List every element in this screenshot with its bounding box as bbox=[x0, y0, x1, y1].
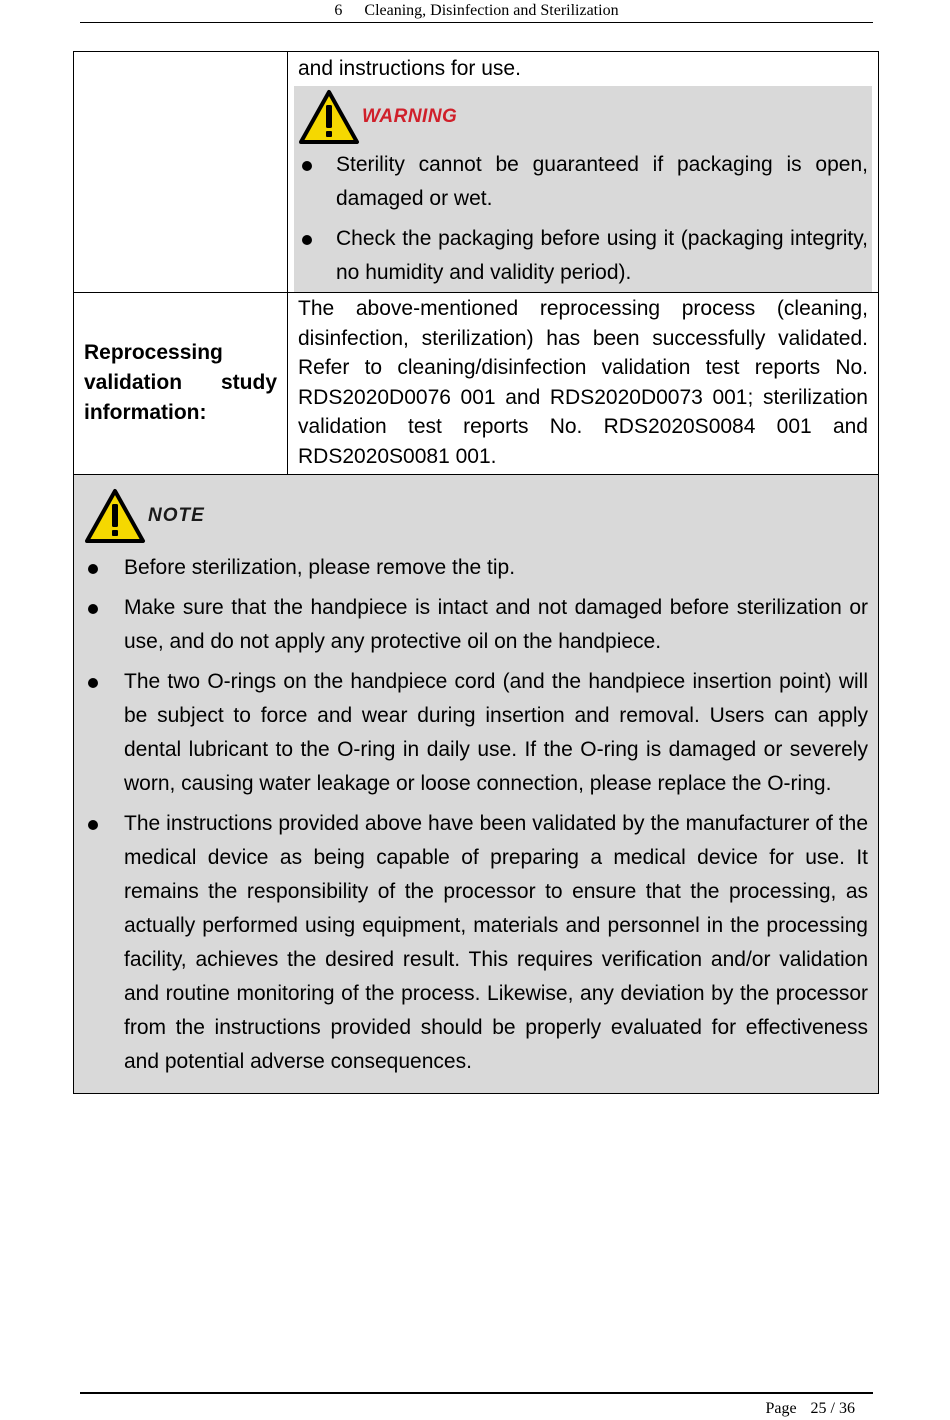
page-header bbox=[80, 0, 873, 23]
warning-list bbox=[298, 148, 868, 290]
page-number: 25 / 36 bbox=[810, 1400, 855, 1417]
section-number: 6 bbox=[334, 2, 343, 19]
note-list bbox=[84, 551, 868, 1079]
list-item: Sterility cannot be guaranteed if packaging is open, damaged or wet. bbox=[298, 148, 868, 216]
table-row bbox=[74, 52, 879, 293]
table-row bbox=[74, 293, 879, 475]
validation-text: The above-mentioned reprocessing process (cleaning, disinfection, sterilization) has been successfully validated. Refer to cleaning/disinfection validation test reports No. RDS2020D0076 001 and RDS2020D0073 001; sterilization validation test reports No. RDS2020S0084 001 and RDS2020S0081 001. bbox=[288, 293, 879, 475]
continued-text: and instructions for use. bbox=[298, 57, 521, 80]
page-footer bbox=[765, 1398, 855, 1420]
page-label: Page bbox=[765, 1400, 797, 1417]
table-row bbox=[74, 474, 879, 1093]
list-item: Before sterilization, please remove the tip. bbox=[84, 551, 868, 585]
warning-header bbox=[298, 86, 868, 148]
note-header bbox=[84, 481, 868, 551]
list-item: Check the packaging before using it (packaging integrity, no humidity and validity period). bbox=[298, 222, 868, 290]
warning-label: WARNING bbox=[362, 106, 458, 127]
reprocessing-table bbox=[73, 51, 879, 1094]
validation-label-line: validation study bbox=[84, 371, 277, 395]
validation-label-cell bbox=[74, 293, 288, 475]
warning-box bbox=[294, 86, 872, 292]
note-triangle-icon bbox=[84, 488, 146, 544]
note-box bbox=[74, 474, 879, 1093]
empty-label-cell bbox=[74, 52, 288, 293]
list-item: The two O-rings on the handpiece cord (and the handpiece insertion point) will be subject to force and wear during insertion and removal. Users can apply dental lubricant to the O-ring in daily use. If the O-ring is damaged or severely worn, causing water leakage or loose connection, please replace the O-ring. bbox=[84, 665, 868, 801]
footer-divider bbox=[80, 1392, 873, 1394]
warning-triangle-icon bbox=[298, 89, 360, 145]
list-item: Make sure that the handpiece is intact and not damaged before sterilization or use, and do not apply any protective oil on the handpiece. bbox=[84, 591, 868, 659]
list-item: The instructions provided above have been validated by the manufacturer of the medical device as being capable of preparing a medical device for use. It remains the responsibility of the processor to ensure that the processing, as actually performed using equipment, materials and personnel in the processing facility, achieves the desired result. This requires verification and/or validation and routine monitoring of the process. Likewise, any deviation by the processor from the instructions provided should be properly evaluated for effectiveness and potential adverse consequences. bbox=[84, 807, 868, 1079]
note-label: NOTE bbox=[148, 504, 205, 526]
continued-cell bbox=[288, 52, 879, 293]
section-title: Cleaning, Disinfection and Sterilization bbox=[364, 2, 619, 19]
validation-label-line: information: bbox=[84, 401, 207, 425]
validation-label-line: Reprocessing bbox=[84, 341, 223, 365]
